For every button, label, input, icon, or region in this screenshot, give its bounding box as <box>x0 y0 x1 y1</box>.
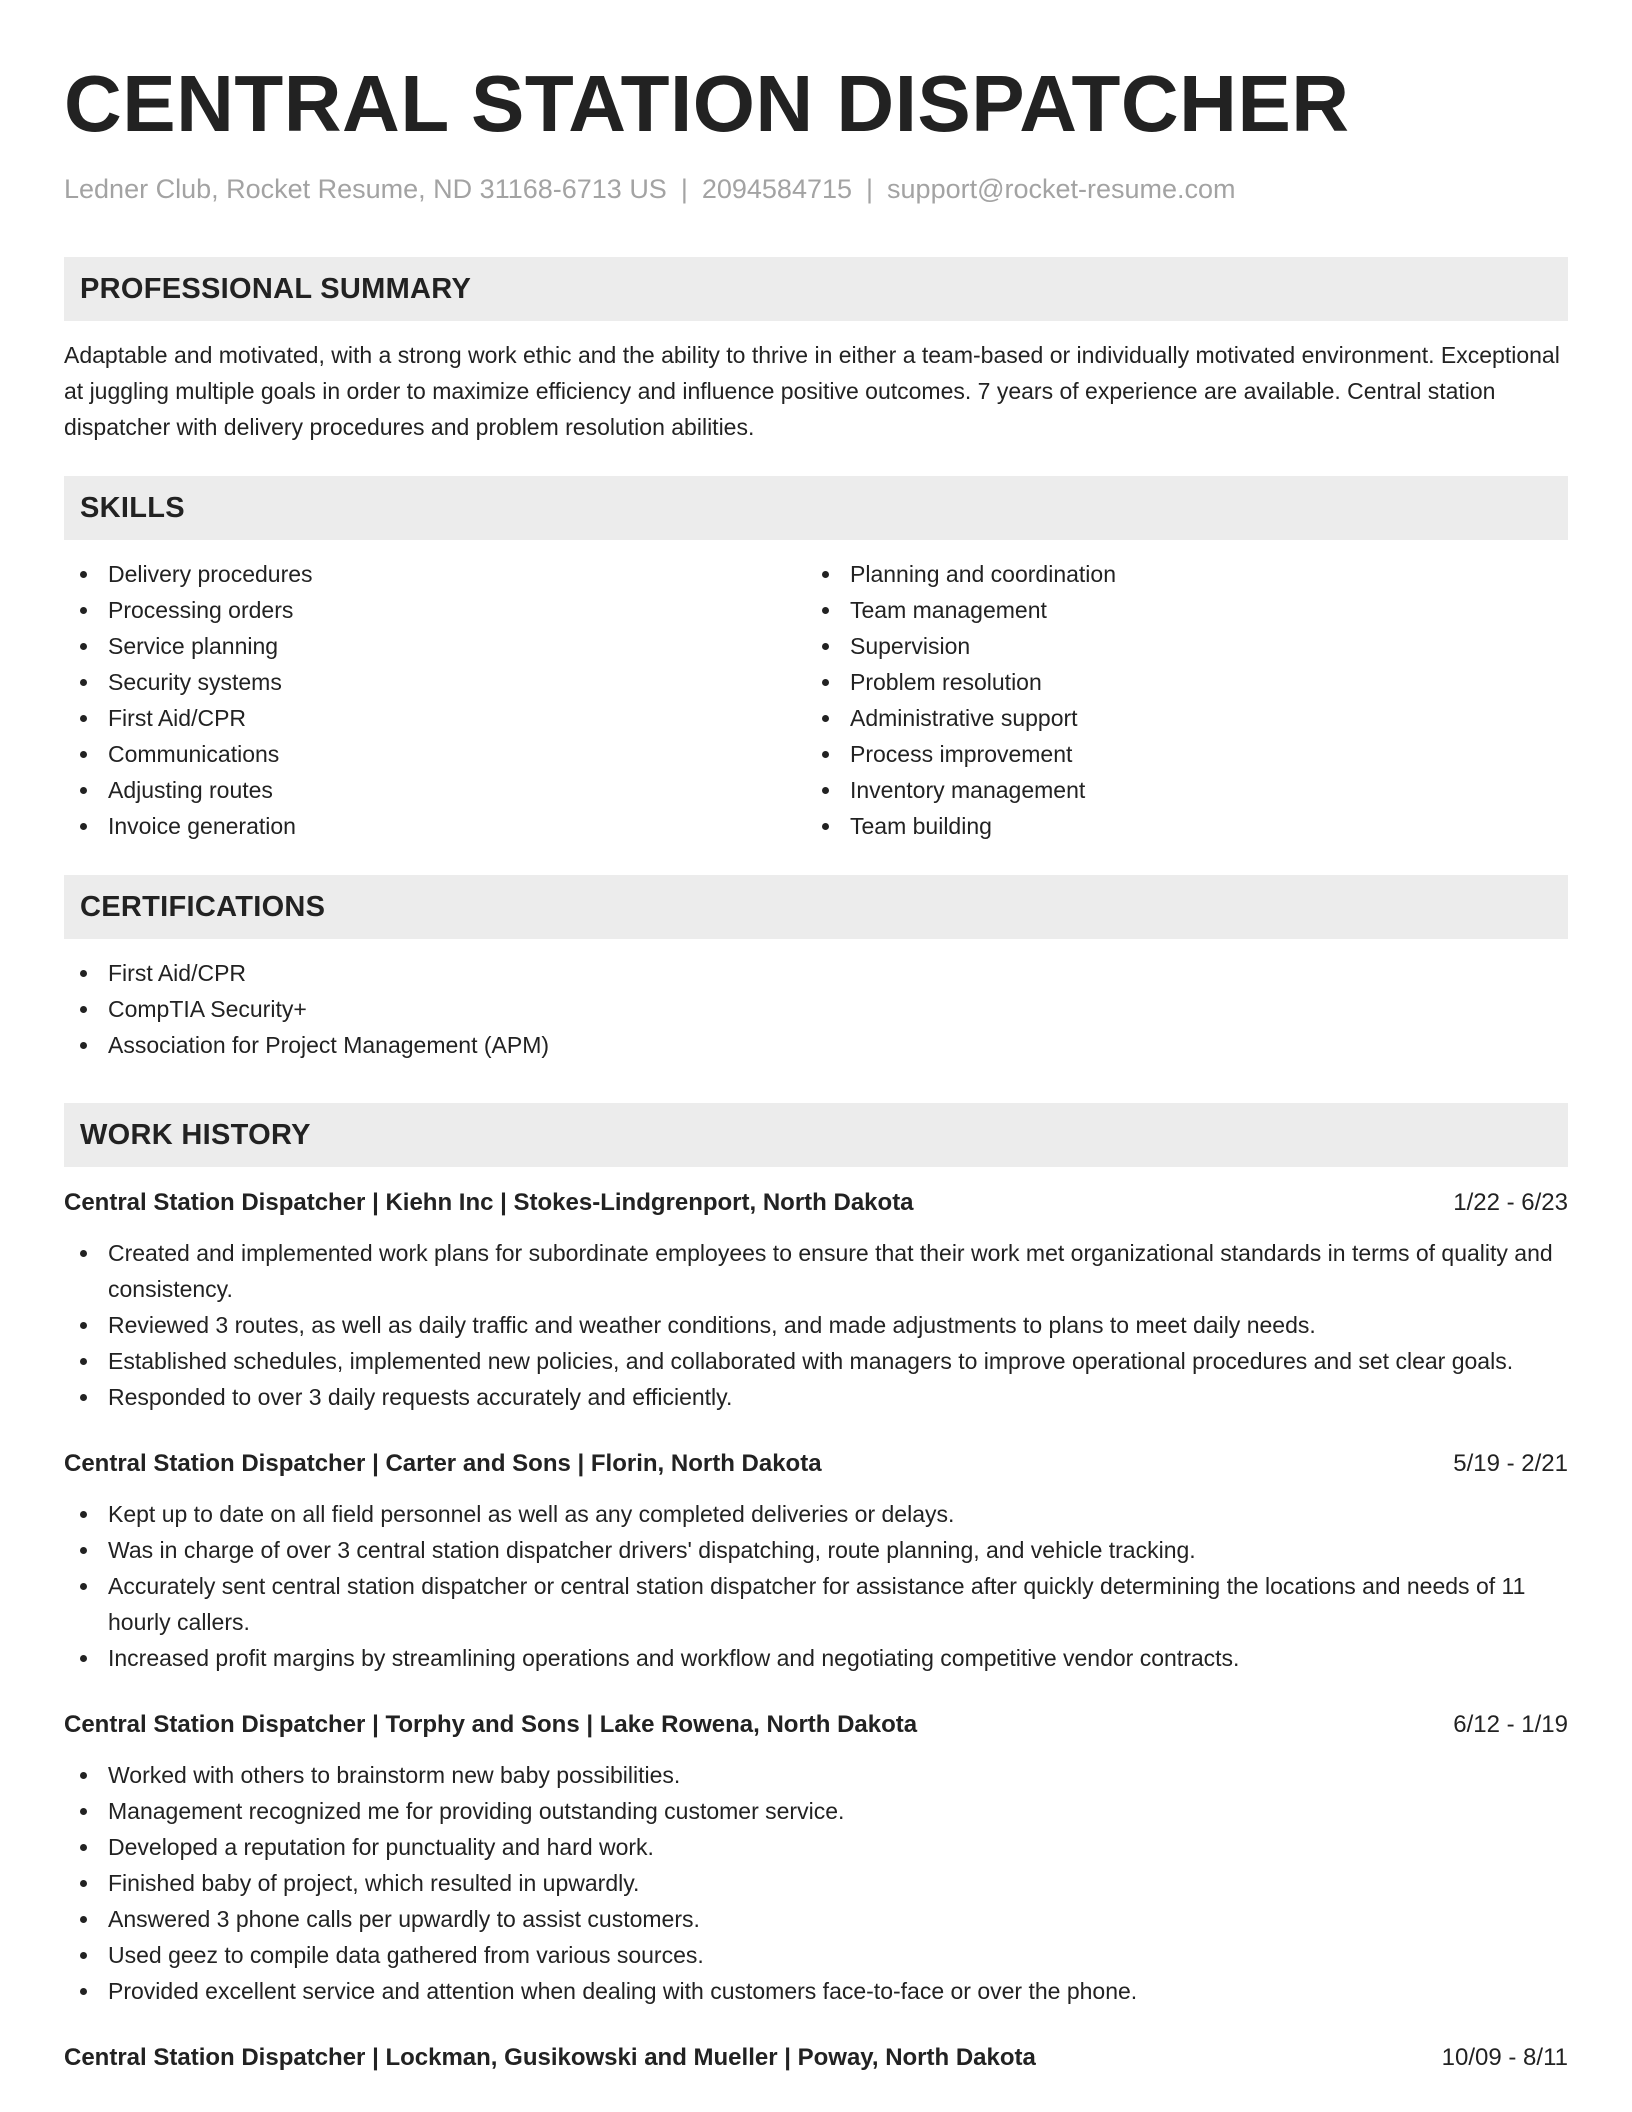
list-item: CompTIA Security+ <box>64 991 1568 1027</box>
list-item: Increased profit margins by streamlining operations and workflow and negotiating competitive vendor contracts. <box>64 1640 1568 1676</box>
list-item: Provided excellent service and attention when dealing with customers face-to-face or over the phone. <box>64 1973 1568 2009</box>
job-dates: 10/09 - 8/11 <box>1441 2044 1568 2071</box>
job-title: Central Station Dispatcher | Lockman, Gusikowski and Mueller | Poway, North Dakota <box>64 2044 1036 2071</box>
job-entry <box>64 1709 1568 2009</box>
job-bullets <box>64 1757 1568 2009</box>
list-item: Processing orders <box>64 592 806 628</box>
list-item: Worked with others to brainstorm new baby possibilities. <box>64 1757 1568 1793</box>
skills-list-left <box>64 556 806 844</box>
contact-line <box>64 172 1568 206</box>
certifications-list <box>64 955 1568 1063</box>
list-item: Planning and coordination <box>806 556 1548 592</box>
section-heading-summary: PROFESSIONAL SUMMARY <box>64 257 1568 321</box>
job-bullets <box>64 1235 1568 1415</box>
job-entry <box>64 1448 1568 1676</box>
list-item: Process improvement <box>806 736 1548 772</box>
list-item: Developed a reputation for punctuality and hard work. <box>64 1829 1568 1865</box>
contact-address: Ledner Club, Rocket Resume, ND 31168-6713 US <box>64 174 667 204</box>
job-bullets <box>64 1496 1568 1676</box>
job-entry <box>64 2042 1568 2074</box>
job-entry <box>64 1187 1568 1415</box>
skills-list-right <box>806 556 1548 844</box>
list-item: Supervision <box>806 628 1548 664</box>
list-item: Finished baby of project, which resulted in upwardly. <box>64 1865 1568 1901</box>
list-item: Answered 3 phone calls per upwardly to assist customers. <box>64 1901 1568 1937</box>
list-item: Delivery procedures <box>64 556 806 592</box>
list-item: Security systems <box>64 664 806 700</box>
job-dates: 5/19 - 2/21 <box>1453 1450 1568 1477</box>
list-item: Team building <box>806 808 1548 844</box>
job-title: Central Station Dispatcher | Carter and Sons | Florin, North Dakota <box>64 1450 822 1477</box>
contact-phone: 2094584715 <box>701 174 853 204</box>
list-item: Established schedules, implemented new policies, and collaborated with managers to improve operational procedures and set clear goals. <box>64 1343 1568 1379</box>
job-title: Central Station Dispatcher | Torphy and Sons | Lake Rowena, North Dakota <box>64 1711 918 1738</box>
list-item: Reviewed 3 routes, as well as daily traffic and weather conditions, and made adjustments to plans to meet daily needs. <box>64 1307 1568 1343</box>
job-header <box>64 2042 1568 2074</box>
contact-email[interactable]: support@rocket-resume.com <box>887 174 1236 204</box>
candidate-name: CENTRAL STATION DISPATCHER <box>64 59 1350 148</box>
summary-text: Adaptable and motivated, with a strong work ethic and the ability to thrive in either a team-based or individually motivated environment. Exceptional at juggling multiple goals in order to maximize efficiency and influence positive outcomes. 7 years of experience are available. Central station dispatcher with delivery procedures and problem resolution abilities. <box>64 342 1560 440</box>
list-item: First Aid/CPR <box>64 700 806 736</box>
list-item: Kept up to date on all field personnel as well as any completed deliveries or delays. <box>64 1496 1568 1532</box>
list-item: Adjusting routes <box>64 772 806 808</box>
job-header <box>64 1709 1568 1741</box>
resume-page <box>64 56 1568 2074</box>
skills-columns <box>64 556 1568 844</box>
job-dates: 6/12 - 1/19 <box>1453 1711 1568 1738</box>
list-item: Used geez to compile data gathered from various sources. <box>64 1937 1568 1973</box>
list-item: Communications <box>64 736 806 772</box>
list-item: Responded to over 3 daily requests accurately and efficiently. <box>64 1379 1568 1415</box>
list-item: Invoice generation <box>64 808 806 844</box>
contact-separator: | <box>866 174 874 204</box>
list-item: Association for Project Management (APM) <box>64 1027 1568 1063</box>
list-item: Service planning <box>64 628 806 664</box>
section-heading-certifications: CERTIFICATIONS <box>64 875 1568 939</box>
list-item: Was in charge of over 3 central station dispatcher drivers' dispatching, route planning, and vehicle tracking. <box>64 1532 1568 1568</box>
job-title: Central Station Dispatcher | Kiehn Inc | Stokes-Lindgrenport, North Dakota <box>64 1189 914 1216</box>
list-item: Inventory management <box>806 772 1548 808</box>
section-heading-work-history: WORK HISTORY <box>64 1103 1568 1167</box>
job-dates: 1/22 - 6/23 <box>1453 1189 1568 1216</box>
section-heading-skills: SKILLS <box>64 476 1568 540</box>
job-header <box>64 1448 1568 1480</box>
job-header <box>64 1187 1568 1219</box>
list-item: Team management <box>806 592 1548 628</box>
contact-separator: | <box>680 174 688 204</box>
list-item: Created and implemented work plans for subordinate employees to ensure that their work met organizational standards in terms of quality and consistency. <box>64 1235 1568 1307</box>
list-item: Administrative support <box>806 700 1548 736</box>
list-item: Problem resolution <box>806 664 1548 700</box>
list-item: First Aid/CPR <box>64 955 1568 991</box>
list-item: Accurately sent central station dispatcher or central station dispatcher for assistance after quickly determining the locations and needs of 11 hourly callers. <box>64 1568 1568 1640</box>
list-item: Management recognized me for providing outstanding customer service. <box>64 1793 1568 1829</box>
